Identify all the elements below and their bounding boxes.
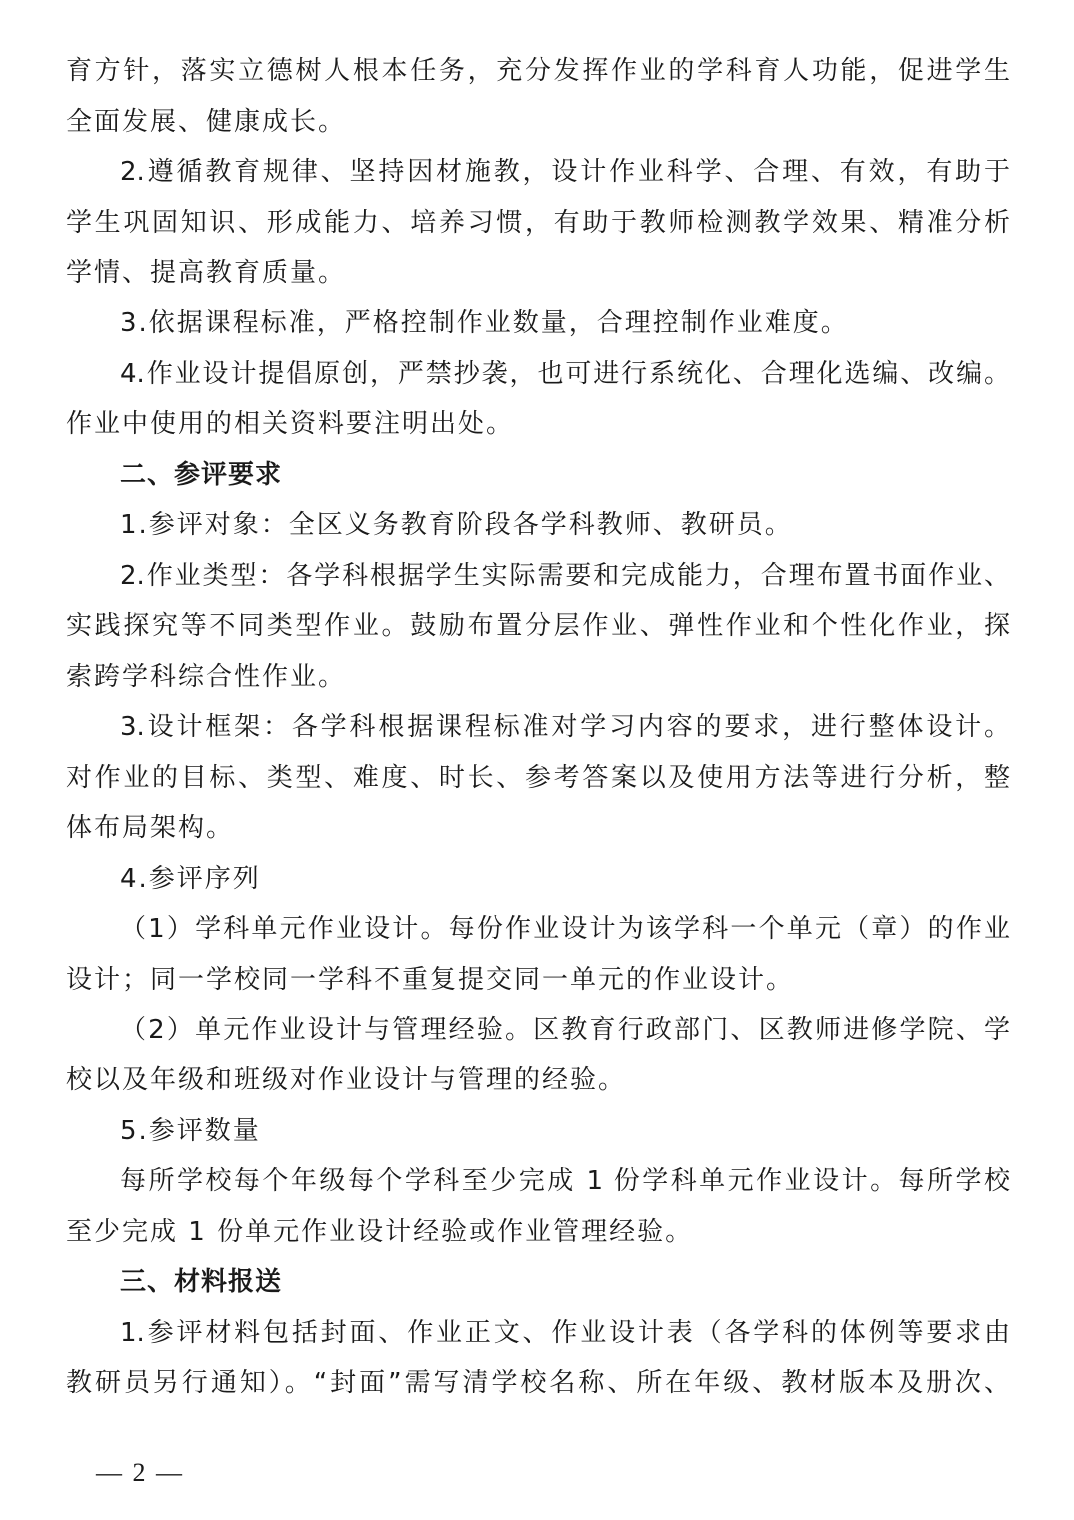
- section-heading: 二、参评要求: [120, 460, 283, 490]
- text-line: （2）单元作业设计与管理经验。区教育行政部门、区教师进修学院、学: [120, 1015, 1010, 1045]
- text-line: 对作业的目标、类型、难度、时长、参考答案以及使用方法等进行分析，整: [66, 763, 1010, 793]
- text-line: 教研员另行通知）。“封面”需写清学校名称、所在年级、教材版本及册次、: [66, 1368, 1010, 1398]
- text-line: 5.参评数量: [120, 1116, 261, 1146]
- text-line: （1）学科单元作业设计。每份作业设计为该学科一个单元（章）的作业: [120, 914, 1010, 944]
- text-line: 1.参评对象：全区义务教育阶段各学科教师、教研员。: [120, 510, 793, 540]
- text-line: 作业中使用的相关资料要注明出处。: [66, 409, 515, 439]
- text-line: 索跨学科综合性作业。: [66, 662, 347, 692]
- text-line: 每所学校每个年级每个学科至少完成 1 份学科单元作业设计。每所学校: [120, 1166, 1010, 1196]
- text-line: 3.设计框架：各学科根据课程标准对学习内容的要求，进行整体设计。: [120, 712, 1010, 742]
- text-line: 校以及年级和班级对作业设计与管理的经验。: [66, 1065, 627, 1095]
- text-line: 设计；同一学校同一学科不重复提交同一单元的作业设计。: [66, 965, 795, 995]
- text-line: 全面发展、健康成长。: [66, 107, 347, 137]
- text-line: 1.参评材料包括封面、作业正文、作业设计表（各学科的体例等要求由: [120, 1318, 1010, 1348]
- text-line: 至少完成 1 份单元作业设计经验或作业管理经验。: [66, 1217, 694, 1247]
- text-line: 4.参评序列: [120, 864, 261, 894]
- text-line: 实践探究等不同类型作业。鼓励布置分层作业、弹性作业和个性化作业，探: [66, 611, 1010, 641]
- text-line: 2.作业类型：各学科根据学生实际需要和完成能力，合理布置书面作业、: [120, 561, 1010, 591]
- text-line: 2.遵循教育规律、坚持因材施教，设计作业科学、合理、有效，有助于: [120, 157, 1010, 187]
- section-heading: 三、材料报送: [120, 1267, 283, 1297]
- text-line: 4.作业设计提倡原创，严禁抄袭，也可进行系统化、合理化选编、改编。: [120, 359, 1010, 389]
- text-line: 学生巩固知识、形成能力、培养习惯，有助于教师检测教学效果、精准分析: [66, 208, 1010, 238]
- text-line: 育方针，落实立德树人根本任务，充分发挥作业的学科育人功能，促进学生: [66, 56, 1010, 86]
- text-line: 学情、提高教育质量。: [66, 258, 347, 288]
- page-number: — 2 —: [96, 1458, 184, 1487]
- text-line: 3.依据课程标准，严格控制作业数量，合理控制作业难度。: [120, 308, 849, 338]
- text-line: 体布局架构。: [66, 813, 235, 843]
